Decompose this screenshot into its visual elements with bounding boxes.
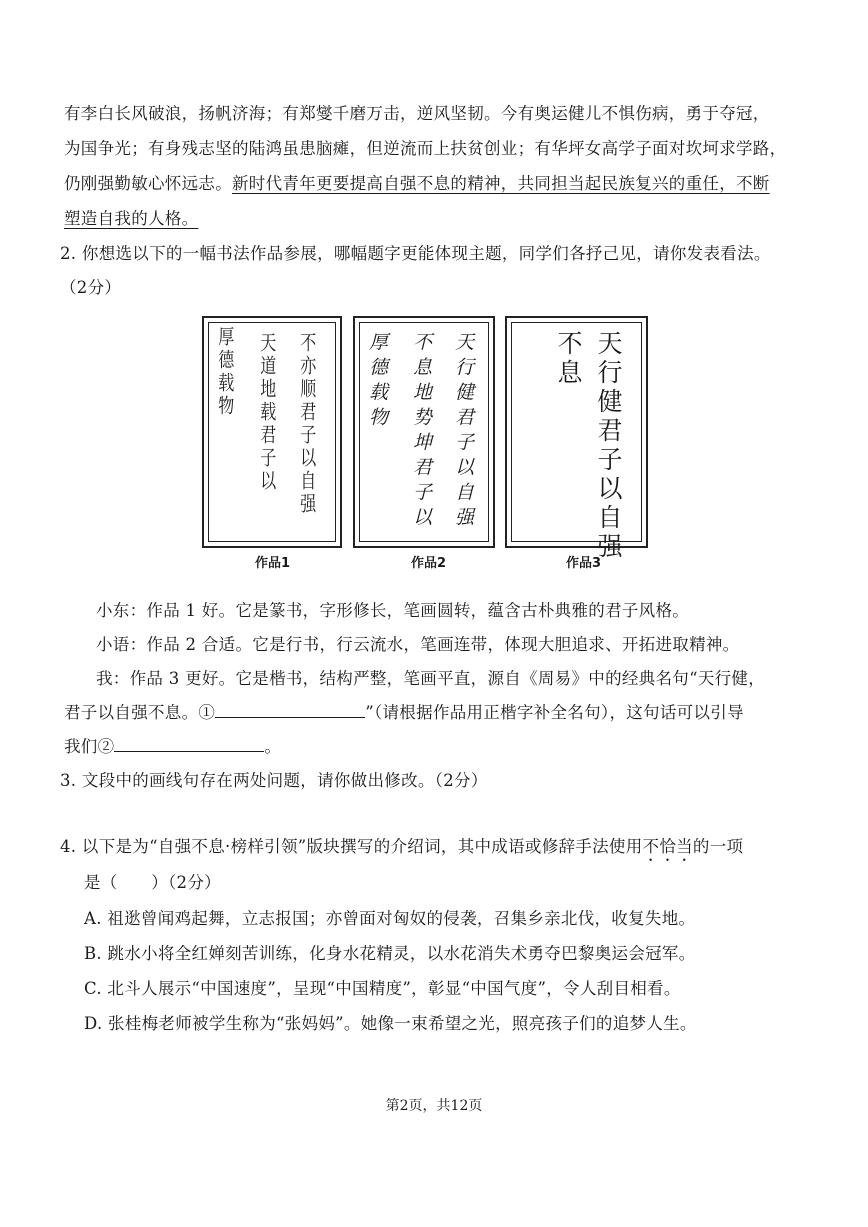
question-4-stem-b: 的一项	[692, 837, 744, 856]
opinion-me-text-d: 。	[264, 737, 282, 756]
work-3-column-2: 不息	[554, 330, 583, 388]
calligraphy-work-3	[505, 316, 648, 562]
answer-blank-2[interactable]	[114, 750, 264, 752]
question-3-stem: 3. 文段中的画线句存在两处问题，请你做出修改。（2分）	[60, 771, 488, 790]
question-4-stem-line-2: 是（ ）（2分）	[84, 873, 221, 892]
calligraphy-work-1	[202, 316, 342, 548]
opinion-xiaoyu: 小语：作品 2 合适。它是行书，行云流水，笔画连带，体现大胆追求、开拓进取精神。	[96, 635, 740, 654]
work-3-column-1: 天行健君子以自强	[594, 330, 623, 562]
opinion-me-line-2	[64, 699, 804, 723]
opinion-me-line-3	[64, 733, 804, 757]
underlined-sentence-part-2: 塑造自我的人格。	[64, 209, 199, 228]
question-4-stem-a: 4. 以下是为“自强不息·榜样引领”版块撰写的介绍词，其中成语或修辞手法使用	[60, 837, 643, 856]
opinion-xiaodong: 小东：作品 1 好。它是篆书，字形修长，笔画圆转，蕴含古朴典雅的君子风格。	[96, 601, 690, 620]
opinion-me-text-b: ”（请根据作品用正楷字补全名句），这句话可以引导	[365, 703, 744, 722]
page-number: 第2页，共12页	[385, 1098, 483, 1114]
answer-blank-1[interactable]	[215, 716, 365, 718]
question-4-emphasis: 不恰当	[642, 837, 693, 856]
option-a[interactable]: A. 祖逖曾闻鸡起舞，立志报国；亦曾面对匈奴的侵袭，召集乡亲北伐，收复失地。	[84, 909, 696, 928]
option-b[interactable]: B. 跳水小将全红婵刻苦训练，化身水花精灵，以水花消失术勇夺巴黎奥运会冠军。	[84, 944, 696, 963]
underlined-sentence-part-1: 新时代青年更要提高自强不息的精神，共同担当起民族复兴的重任，不断	[232, 174, 770, 193]
work-1-column-1: 不亦顺君子以自强	[297, 332, 317, 516]
passage-line-3	[64, 170, 804, 194]
work-2-column-3: 厚德载物	[366, 332, 388, 432]
work-2-column-1: 天行健君子以自强	[452, 332, 474, 532]
opinion-me-line-1: 我：作品 3 更好。它是楷书，结构严整，笔画平直，源自《周易》中的经典名句“天行健，	[96, 669, 766, 688]
passage-line-1: 有李白长风破浪，扬帆济海；有郑燮千磨万击，逆风坚韧。今有奥运健儿不惧伤病，勇于夺冠，	[64, 104, 770, 123]
option-c[interactable]: C. 北斗人展示“中国速度”，呈现“中国精度”，彰显“中国气度”，令人刮目相看。	[84, 979, 681, 998]
question-2-stem: 2. 你想选以下的一幅书法作品参展，哪幅题字更能体现主题，同学们各抒己见，请你发表看法。	[60, 244, 771, 263]
passage-line-2: 为国争光；有身残志坚的陆鸿虽患脑瘫，但逆流而上扶贫创业；有华坪女高学子面对坎坷求学路，	[64, 139, 787, 158]
work-2-column-2: 不息地势坤君子以	[410, 332, 432, 532]
calligraphy-work-2	[353, 316, 495, 548]
opinion-me-text-a: 君子以自强不息。①	[64, 703, 216, 722]
work-3-caption: 作品3	[566, 556, 602, 571]
option-d[interactable]: D. 张桂梅老师被学生称为“张妈妈”。她像一束希望之光，照亮孩子们的追梦人生。	[84, 1014, 697, 1033]
work-1-column-3: 厚德载物	[215, 326, 235, 418]
passage-plain-text: 仍刚强勤敏心怀远志。	[64, 174, 232, 193]
opinion-me-text-c: 我们②	[64, 737, 115, 756]
work-1-column-2: 天道地载君子以	[257, 332, 277, 493]
question-4-stem-line-1	[60, 833, 800, 865]
question-2-score: （2分）	[60, 278, 122, 297]
work-2-caption: 作品2	[411, 556, 447, 571]
passage-line-4	[64, 205, 804, 229]
work-1-caption: 作品1	[255, 556, 291, 571]
